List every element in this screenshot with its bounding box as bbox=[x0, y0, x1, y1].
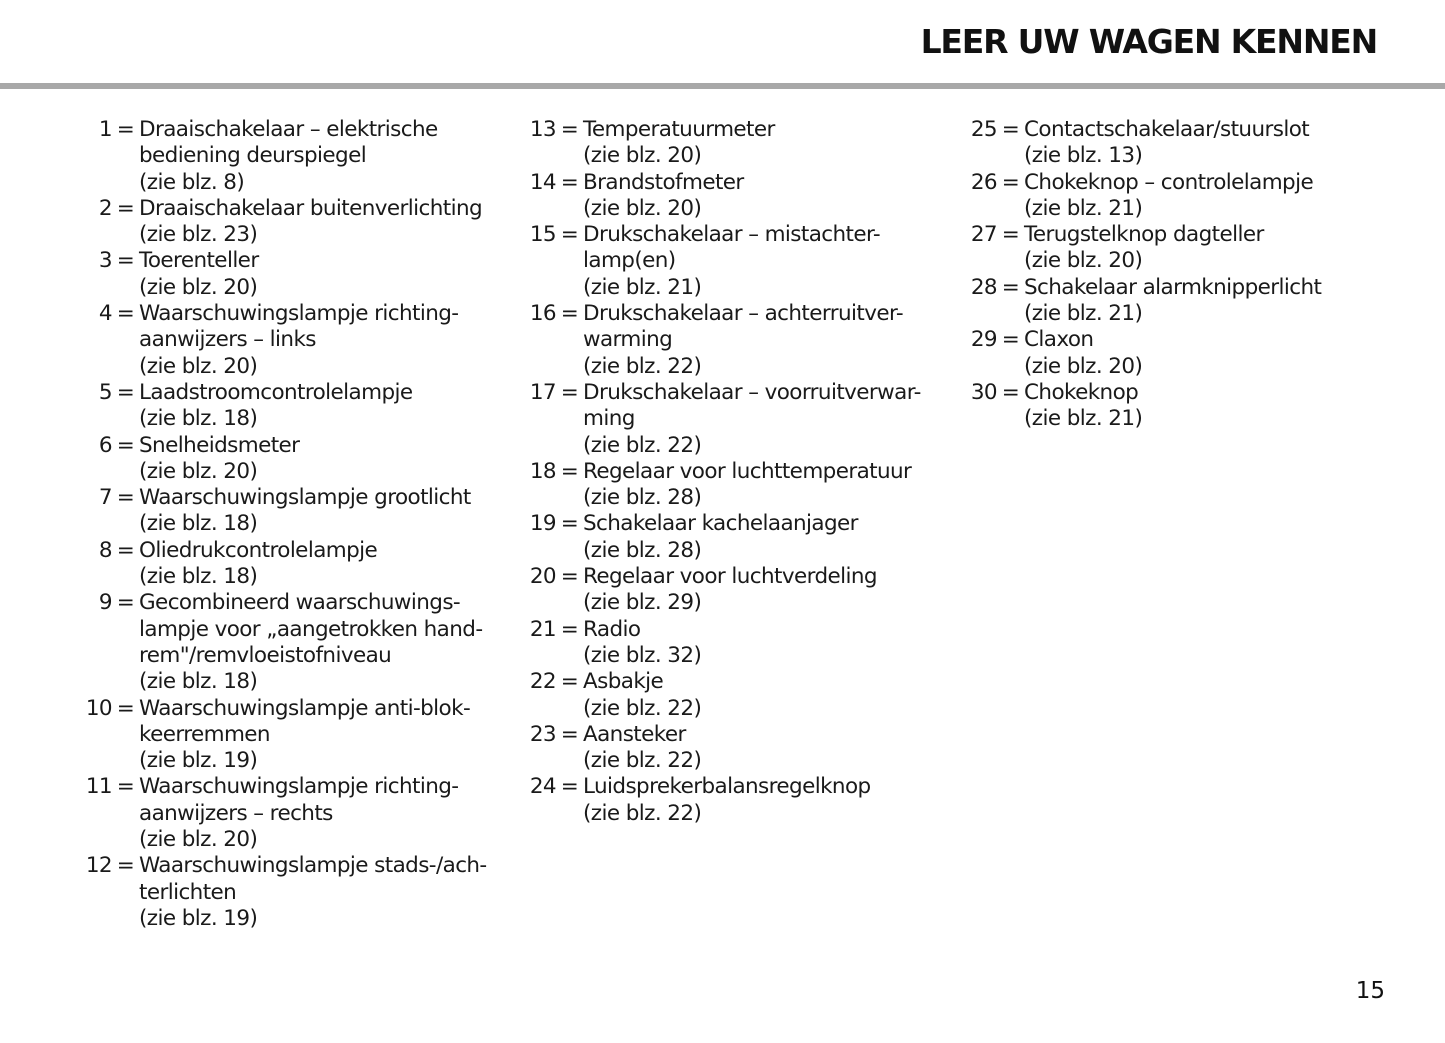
page-reference: (zie blz. 20) bbox=[1024, 353, 1143, 379]
legend-item-text: Chokeknop – controlelampje bbox=[1024, 169, 1314, 195]
legend-item-description bbox=[1024, 170, 1385, 223]
equals-sign: = bbox=[1001, 169, 1020, 195]
equals-sign: = bbox=[560, 511, 579, 537]
legend-item-number: 5 bbox=[98, 379, 112, 405]
legend-item-text: Drukschakelaar – mistachter- bbox=[583, 222, 881, 248]
legend-item-text: Aansteker bbox=[583, 721, 686, 747]
page-reference: (zie blz. 22) bbox=[583, 432, 702, 458]
legend-item-text: Waarschuwingslampje richting- bbox=[139, 301, 459, 327]
legend-item-number: 28 bbox=[970, 274, 997, 300]
legend-item-description bbox=[139, 248, 500, 301]
legend-item-description bbox=[139, 538, 500, 591]
legend-item-number: 3 bbox=[98, 248, 112, 274]
legend-item-description bbox=[1024, 380, 1385, 433]
equals-sign: = bbox=[116, 695, 135, 721]
equals-sign: = bbox=[1001, 117, 1020, 142]
legend-item-text: bediening deurspiegel bbox=[139, 143, 367, 169]
legend-item-description bbox=[139, 433, 500, 486]
legend-item-text: lampje voor „aangetrokken hand- bbox=[139, 616, 483, 642]
legend-item-text: Chokeknop bbox=[1024, 379, 1139, 405]
legend-item bbox=[945, 327, 1385, 380]
legend-item-description bbox=[583, 774, 934, 827]
legend-item-description bbox=[583, 459, 934, 512]
legend-item bbox=[504, 222, 934, 301]
legend-item-number: 27 bbox=[970, 222, 997, 248]
page-reference: (zie blz. 20) bbox=[139, 353, 258, 379]
legend-item-text: Regelaar voor luchttemperatuur bbox=[583, 458, 912, 484]
legend-item-number: 12 bbox=[85, 853, 112, 879]
legend-item-description bbox=[139, 485, 500, 538]
legend-item-number: 25 bbox=[970, 117, 997, 142]
legend-item bbox=[945, 117, 1385, 170]
legend-item-description bbox=[583, 222, 934, 301]
legend-item-number: 6 bbox=[98, 432, 112, 458]
legend-item-number: 14 bbox=[529, 169, 556, 195]
legend-item bbox=[60, 196, 500, 249]
legend-item-text: Claxon bbox=[1024, 327, 1094, 353]
legend-item-text: Snelheidsmeter bbox=[139, 432, 300, 458]
equals-sign: = bbox=[116, 248, 135, 274]
legend-item-number: 26 bbox=[970, 169, 997, 195]
legend-item-text: Regelaar voor luchtverdeling bbox=[583, 564, 877, 590]
page-reference: (zie blz. 29) bbox=[583, 590, 702, 616]
legend-item bbox=[60, 301, 500, 380]
equals-sign: = bbox=[560, 616, 579, 642]
legend-item-text: Draaischakelaar – elektrische bbox=[139, 117, 438, 142]
legend-item-description bbox=[139, 301, 500, 380]
legend-item-description bbox=[1024, 327, 1385, 380]
legend-item bbox=[504, 117, 934, 170]
legend-column-1 bbox=[60, 117, 500, 932]
equals-sign: = bbox=[116, 379, 135, 405]
page-reference: (zie blz. 19) bbox=[139, 905, 258, 931]
legend-item-text: Draaischakelaar buitenverlichting bbox=[139, 195, 483, 221]
legend-item-description bbox=[583, 380, 934, 459]
legend-item-number: 24 bbox=[529, 774, 556, 800]
equals-sign: = bbox=[560, 117, 579, 142]
legend-item-text: Oliedrukcontrolelampje bbox=[139, 537, 378, 563]
legend-item bbox=[504, 301, 934, 380]
page-reference: (zie blz. 19) bbox=[139, 748, 258, 774]
page-reference: (zie blz. 28) bbox=[583, 485, 702, 511]
equals-sign: = bbox=[560, 669, 579, 695]
legend-item-description bbox=[1024, 222, 1385, 275]
legend-item-number: 9 bbox=[98, 590, 112, 616]
page-reference: (zie blz. 20) bbox=[139, 274, 258, 300]
page-reference: (zie blz. 22) bbox=[583, 800, 702, 826]
equals-sign: = bbox=[560, 774, 579, 800]
legend-item-number: 19 bbox=[529, 511, 556, 537]
legend-item bbox=[60, 248, 500, 301]
equals-sign: = bbox=[116, 301, 135, 327]
page-reference: (zie blz. 22) bbox=[583, 748, 702, 774]
legend-item-number: 30 bbox=[970, 379, 997, 405]
legend-item-number: 11 bbox=[85, 774, 112, 800]
legend-item-text: Laadstroomcontrolelampje bbox=[139, 379, 413, 405]
legend-column-3 bbox=[945, 117, 1385, 433]
page-reference: (zie blz. 20) bbox=[583, 143, 702, 169]
legend-item bbox=[945, 170, 1385, 223]
legend-item-text: Waarschuwingslampje richting- bbox=[139, 774, 459, 800]
legend-item-description bbox=[1024, 275, 1385, 328]
legend-item-description bbox=[139, 590, 500, 695]
legend-item bbox=[60, 590, 500, 695]
legend-item-text: Drukschakelaar – achterruitver- bbox=[583, 301, 903, 327]
legend-item-text: lamp(en) bbox=[583, 248, 676, 274]
equals-sign: = bbox=[116, 853, 135, 879]
legend-item-number: 13 bbox=[529, 117, 556, 142]
legend-item bbox=[60, 485, 500, 538]
legend-item-description bbox=[583, 617, 934, 670]
legend-item-number: 8 bbox=[98, 537, 112, 563]
legend-item bbox=[504, 669, 934, 722]
equals-sign: = bbox=[1001, 327, 1020, 353]
legend-item-number: 7 bbox=[98, 485, 112, 511]
legend-item bbox=[60, 696, 500, 775]
equals-sign: = bbox=[116, 195, 135, 221]
legend-item bbox=[504, 617, 934, 670]
legend-item-number: 21 bbox=[529, 616, 556, 642]
legend-item bbox=[504, 564, 934, 617]
legend-item-text: Waarschuwingslampje grootlicht bbox=[139, 485, 471, 511]
equals-sign: = bbox=[560, 301, 579, 327]
equals-sign: = bbox=[116, 590, 135, 616]
legend-item bbox=[945, 222, 1385, 275]
page-reference: (zie blz. 20) bbox=[139, 458, 258, 484]
page-number: 15 bbox=[1355, 978, 1385, 1004]
legend-item-text: Temperatuurmeter bbox=[583, 117, 775, 142]
legend-item-text: Gecombineerd waarschuwings- bbox=[139, 590, 461, 616]
legend-item-description bbox=[583, 564, 934, 617]
legend-item bbox=[945, 380, 1385, 433]
equals-sign: = bbox=[116, 774, 135, 800]
equals-sign: = bbox=[560, 222, 579, 248]
legend-item-number: 15 bbox=[529, 222, 556, 248]
legend-item-text: Drukschakelaar – voorruitverwar- bbox=[583, 379, 921, 405]
page-reference: (zie blz. 18) bbox=[139, 669, 258, 695]
page-reference: (zie blz. 23) bbox=[139, 222, 258, 248]
legend-item bbox=[945, 275, 1385, 328]
legend-column-2 bbox=[504, 117, 934, 827]
legend-item-description bbox=[139, 774, 500, 853]
legend-item-text: keerremmen bbox=[139, 721, 270, 747]
page-reference: (zie blz. 21) bbox=[1024, 406, 1143, 432]
legend-item-number: 1 bbox=[98, 117, 112, 142]
legend-item-text: Asbakje bbox=[583, 669, 664, 695]
legend-item bbox=[504, 722, 934, 775]
page-reference: (zie blz. 20) bbox=[139, 827, 258, 853]
legend-item-number: 4 bbox=[98, 301, 112, 327]
legend-item-text: ming bbox=[583, 406, 635, 432]
legend-item bbox=[60, 538, 500, 591]
legend-item-description bbox=[1024, 117, 1385, 170]
legend-item bbox=[504, 380, 934, 459]
equals-sign: = bbox=[116, 432, 135, 458]
equals-sign: = bbox=[116, 485, 135, 511]
equals-sign: = bbox=[560, 721, 579, 747]
legend-item-description bbox=[139, 853, 500, 932]
page-reference: (zie blz. 18) bbox=[139, 564, 258, 590]
legend-item-description bbox=[583, 511, 934, 564]
page-reference: (zie blz. 18) bbox=[139, 406, 258, 432]
page-reference: (zie blz. 20) bbox=[583, 195, 702, 221]
legend-item-number: 23 bbox=[529, 721, 556, 747]
legend-item-description bbox=[583, 301, 934, 380]
legend-item-number: 17 bbox=[529, 379, 556, 405]
legend-item-text: rem"/remvloeistofniveau bbox=[139, 642, 392, 668]
legend-item bbox=[504, 459, 934, 512]
legend-item-description bbox=[583, 669, 934, 722]
legend-item-text: Waarschuwingslampje anti-blok- bbox=[139, 695, 471, 721]
legend-item-description bbox=[583, 117, 934, 170]
legend-item-number: 22 bbox=[529, 669, 556, 695]
legend-item-text: Luidsprekerbalansregelknop bbox=[583, 774, 871, 800]
page-reference: (zie blz. 22) bbox=[583, 353, 702, 379]
legend-item-description bbox=[139, 380, 500, 433]
legend-item bbox=[60, 380, 500, 433]
page-reference: (zie blz. 8) bbox=[139, 169, 245, 195]
equals-sign: = bbox=[116, 117, 135, 142]
legend-item bbox=[504, 774, 934, 827]
legend-item bbox=[60, 433, 500, 486]
legend-item-description bbox=[139, 117, 500, 196]
legend-item-number: 2 bbox=[98, 195, 112, 221]
legend-item-number: 29 bbox=[970, 327, 997, 353]
page-reference: (zie blz. 13) bbox=[1024, 143, 1143, 169]
equals-sign: = bbox=[560, 169, 579, 195]
legend-item-number: 16 bbox=[529, 301, 556, 327]
equals-sign: = bbox=[560, 458, 579, 484]
legend-item-description bbox=[139, 196, 500, 249]
page-reference: (zie blz. 18) bbox=[139, 511, 258, 537]
legend-item-text: Schakelaar kachelaanjager bbox=[583, 511, 858, 537]
equals-sign: = bbox=[1001, 379, 1020, 405]
page-reference: (zie blz. 22) bbox=[583, 695, 702, 721]
equals-sign: = bbox=[1001, 274, 1020, 300]
legend-item-description bbox=[583, 722, 934, 775]
equals-sign: = bbox=[1001, 222, 1020, 248]
legend-item bbox=[60, 117, 500, 196]
legend-item bbox=[60, 853, 500, 932]
legend-item-text: aanwijzers – rechts bbox=[139, 800, 333, 826]
legend-item-text: Radio bbox=[583, 616, 641, 642]
legend-item-text: Brandstofmeter bbox=[583, 169, 744, 195]
page-reference: (zie blz. 28) bbox=[583, 537, 702, 563]
page-reference: (zie blz. 20) bbox=[1024, 248, 1143, 274]
page-reference: (zie blz. 21) bbox=[583, 274, 702, 300]
page-reference: (zie blz. 32) bbox=[583, 642, 702, 668]
legend-item-text: Toerenteller bbox=[139, 248, 259, 274]
page-reference: (zie blz. 21) bbox=[1024, 195, 1143, 221]
legend-item-text: Schakelaar alarmknipperlicht bbox=[1024, 274, 1322, 300]
legend-item-description bbox=[139, 696, 500, 775]
legend-item bbox=[60, 774, 500, 853]
legend-item-text: Terugstelknop dagteller bbox=[1024, 222, 1264, 248]
legend-item-text: warming bbox=[583, 327, 673, 353]
equals-sign: = bbox=[560, 564, 579, 590]
equals-sign: = bbox=[560, 379, 579, 405]
legend-item bbox=[504, 170, 934, 223]
equals-sign: = bbox=[116, 537, 135, 563]
legend-item-number: 18 bbox=[529, 458, 556, 484]
page-reference: (zie blz. 21) bbox=[1024, 301, 1143, 327]
legend-item-text: Contactschakelaar/stuurslot bbox=[1024, 117, 1310, 142]
legend-item-text: Waarschuwingslampje stads-/ach- bbox=[139, 853, 487, 879]
legend-item-description bbox=[583, 170, 934, 223]
legend-item-number: 20 bbox=[529, 564, 556, 590]
legend-item bbox=[504, 511, 934, 564]
legend-item-text: terlichten bbox=[139, 879, 237, 905]
page-title: LEER UW WAGEN KENNEN bbox=[920, 22, 1377, 61]
legend-item-text: aanwijzers – links bbox=[139, 327, 316, 353]
legend-item-number: 10 bbox=[85, 695, 112, 721]
header-divider bbox=[0, 83, 1445, 89]
